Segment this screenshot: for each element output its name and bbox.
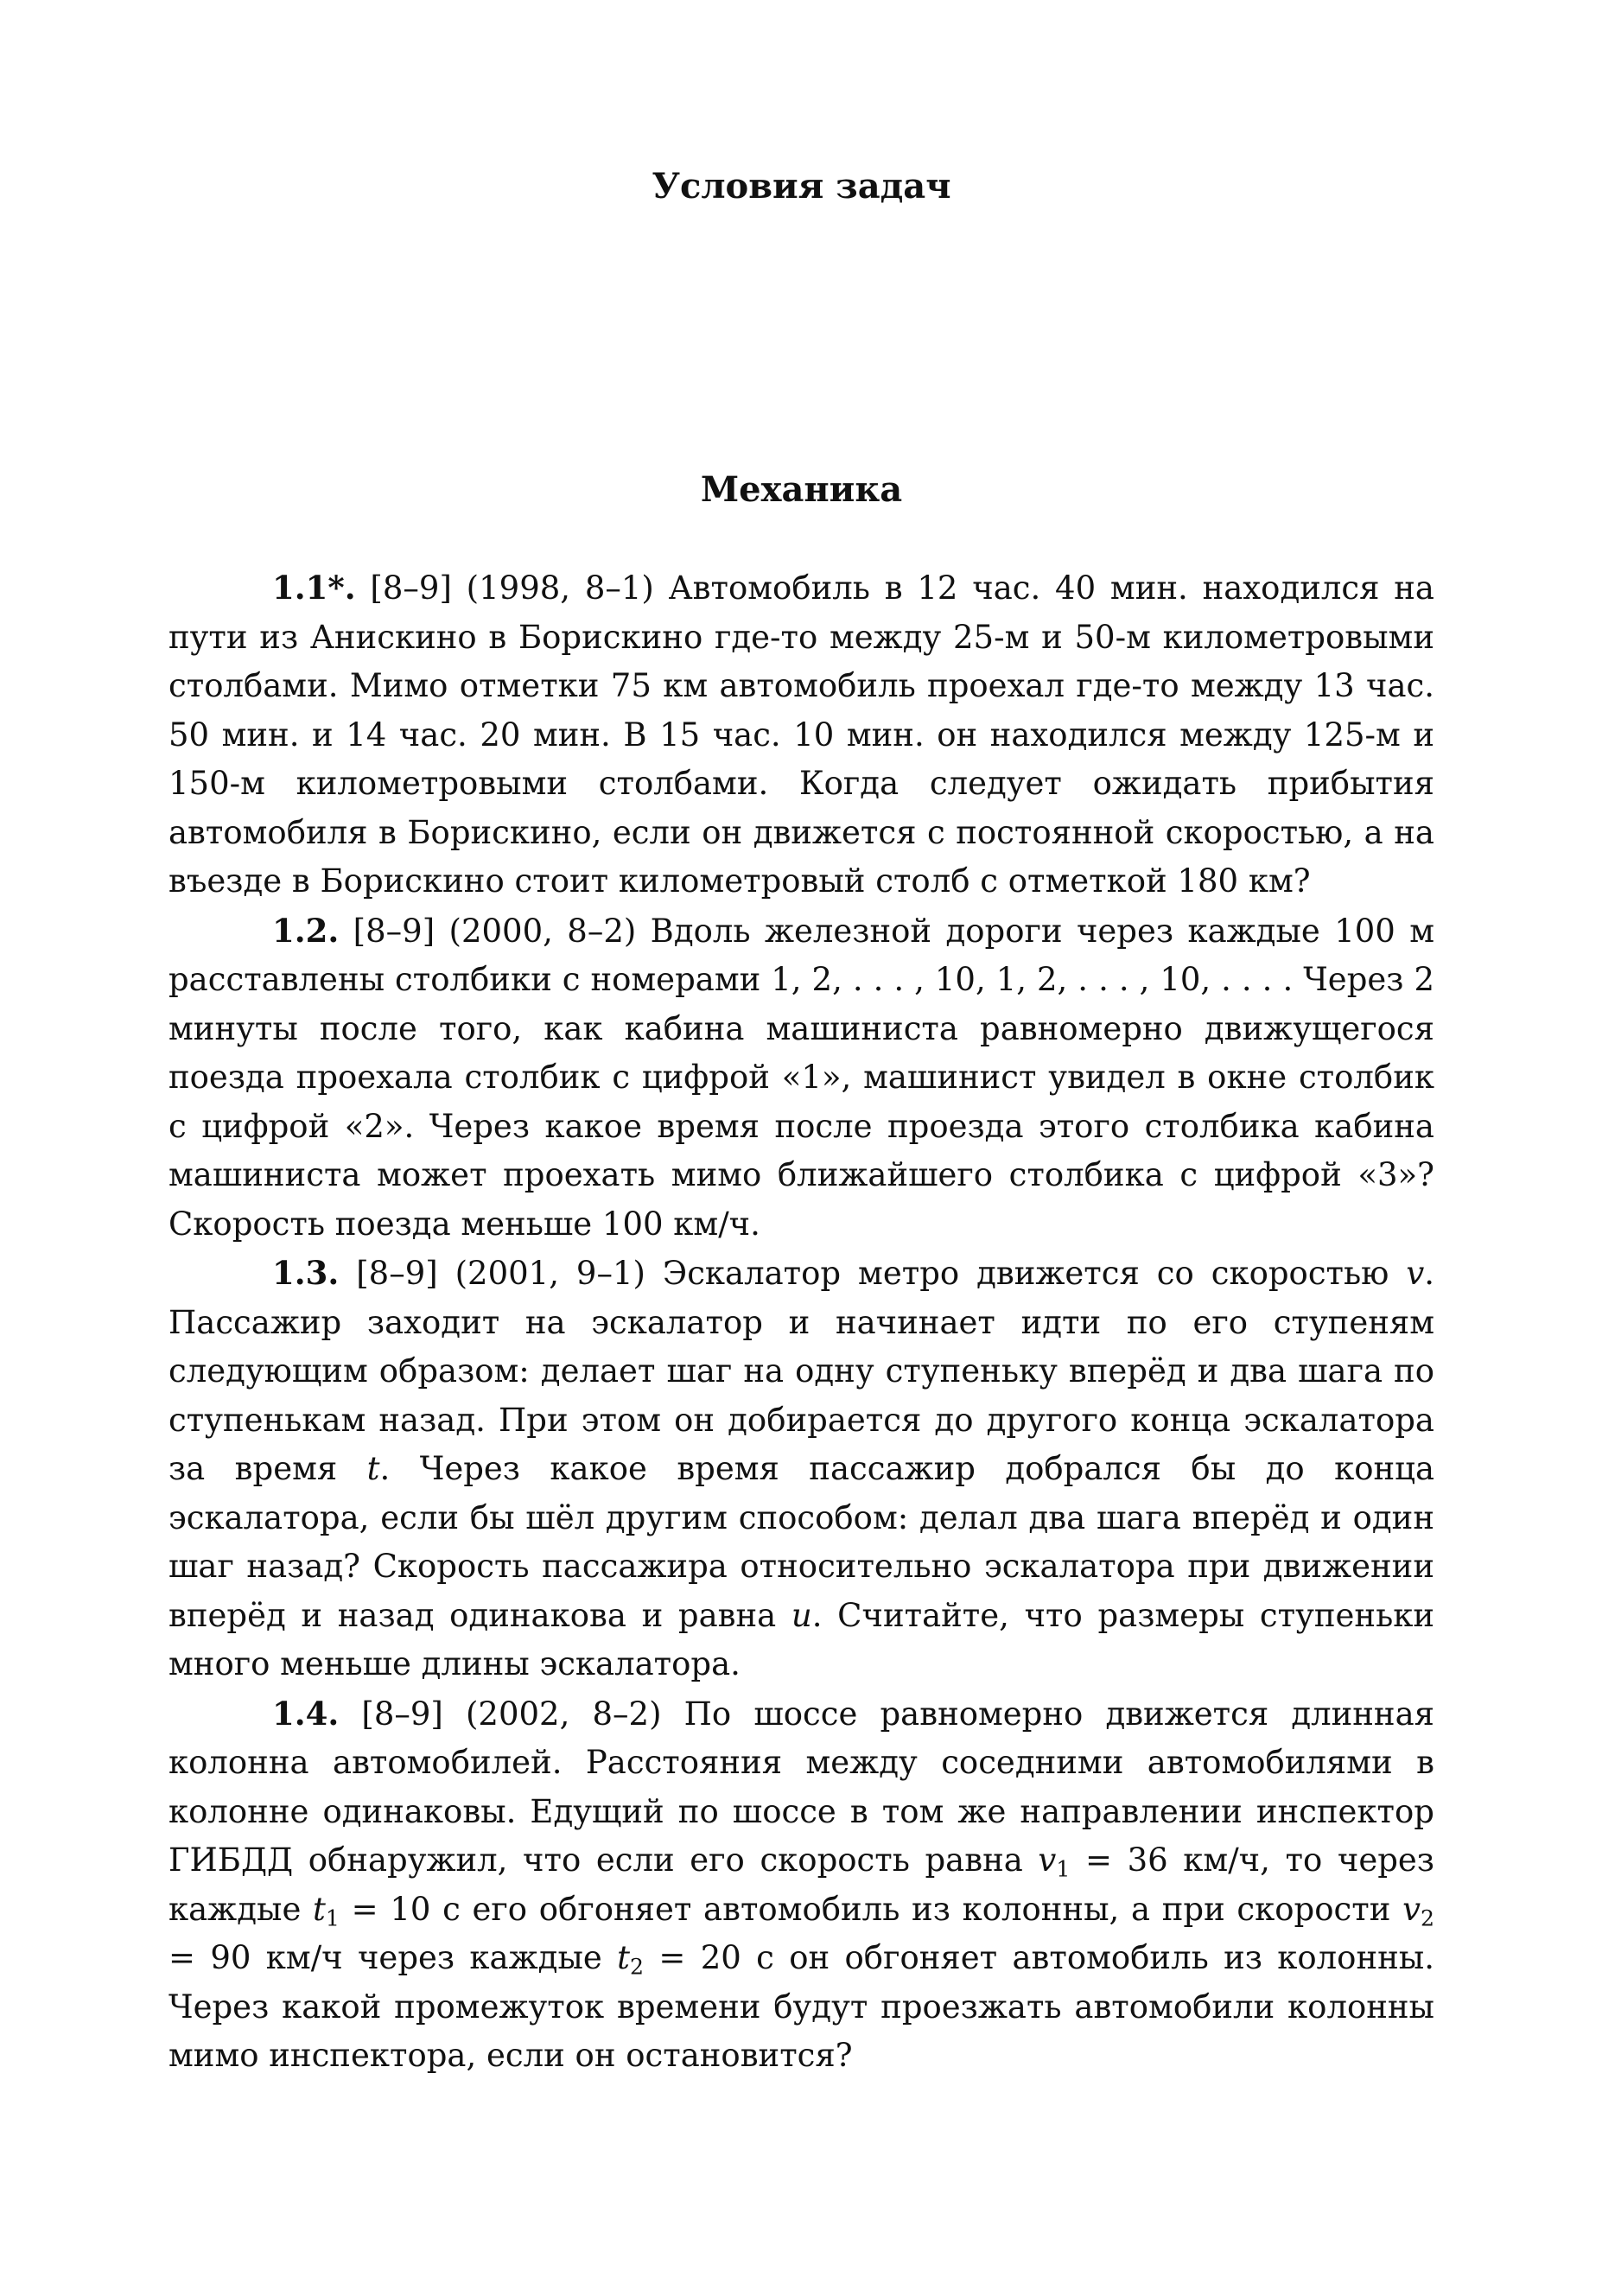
math-var: v [1402, 1890, 1421, 1928]
section-title: Механика [700, 469, 903, 510]
problem-text: = 36 км/ч, то через каждые [168, 1841, 1434, 1928]
problem-text: = 20 с он обгоняет автомобиль из колонны. Через какой промежуток времени будут проезжать автомобили колонны мимо инспектора, если он остановится? [168, 1939, 1434, 2074]
math-subscript: 2 [1420, 1905, 1434, 1930]
problem-text: [8–9] (1998, 8–1) Автомобиль в 12 час. 40 мин. находился на пути из Анискино в Борискино где-то между 25-м и 50-м километровыми столбами. Мимо отметки 75 км автомобиль проехал где-то между 13 час. 50 мин. и 14 час. 20 мин. В 15 час. 10 мин. он находился между 125-м и 150-м километровыми столбами. Когда следует ожидать прибытия автомобиля в Борискино, если он движется с постоянной скоростью, а на въезде в Борискино стоит километровый столб с отметкой 180 км? [168, 569, 1434, 900]
problem-1-1 [168, 563, 1434, 906]
math-var: t [366, 1450, 380, 1487]
math-subscript: 1 [1056, 1856, 1071, 1882]
math-subscript: 1 [325, 1905, 340, 1930]
problem-text: . Через какое время пассажир добрался бы до конца эскалатора, если бы шёл другим способом: делал два шага вперёд и один шаг назад? Скорость пассажира относительно эскалатора при движении вперёд и назад одинакова и равна [168, 1450, 1435, 1634]
math-var: v [1038, 1841, 1057, 1879]
problem-text: = 10 с его обгоняет автомобиль из колонны, а при скорости [339, 1890, 1403, 1928]
math-var: u [791, 1596, 812, 1634]
math-subscript: 2 [630, 1954, 645, 1980]
problem-number: 1.4. [272, 1694, 340, 1733]
problem-text: [8–9] (2002, 8–2) По шоссе равномерно движется длинная колонна автомобилей. Расстояния между соседними автомобилями в колонне одинаковы. Едущий по шоссе в том же направлении инспектор ГИБДД обнаружил, что если его скорость равна [168, 1695, 1434, 1879]
problem-number: 1.3. [272, 1254, 340, 1292]
page [168, 0, 1434, 2296]
problem-text: . Пассажир заходит на эскалатор и начинает идти по его ступеням следующим образом: делает шаг на одну ступеньку вперёд и два шага по ступенькам назад. При этом он добирается до другого конца эскалатора за время [168, 1255, 1434, 1487]
problem-text: [8–9] (2000, 8–2) Вдоль железной дороги через каждые 100 м расставлены столбики с номерами 1, 2, . . . , 10, 1, 2, . . . , 10, . . . . Через 2 минуты после того, как кабина машиниста равномерно движущегося поезда проехала столбик с цифрой «1», машинист увидел в окне столбик с цифрой «2». Через какое время после проезда этого столбика кабина машиниста может проехать мимо ближайшего столбика с цифрой «3»? Скорость поезда меньше 100 км/ч. [168, 912, 1434, 1243]
math-var: v [1406, 1255, 1425, 1292]
page-heading: Условия задач [652, 166, 951, 207]
math-var: t [617, 1939, 631, 1976]
problem-number: 1.1*. [272, 569, 356, 607]
problem-text: . Считайте, что размеры ступеньки много меньше длины эскалатора. [168, 1596, 1434, 1682]
problem-text: = 90 км/ч через каждые [168, 1939, 618, 1976]
problem-1-2 [168, 906, 1434, 1250]
problem-text: [8–9] (2001, 9–1) Эскалатор метро движется со скоростью [356, 1255, 1407, 1292]
problem-1-3 [168, 1249, 1434, 1689]
problem-number: 1.2. [272, 911, 340, 950]
problem-1-4 [168, 1689, 1434, 2081]
math-var: t [313, 1890, 326, 1928]
problems-list [168, 563, 1434, 2081]
